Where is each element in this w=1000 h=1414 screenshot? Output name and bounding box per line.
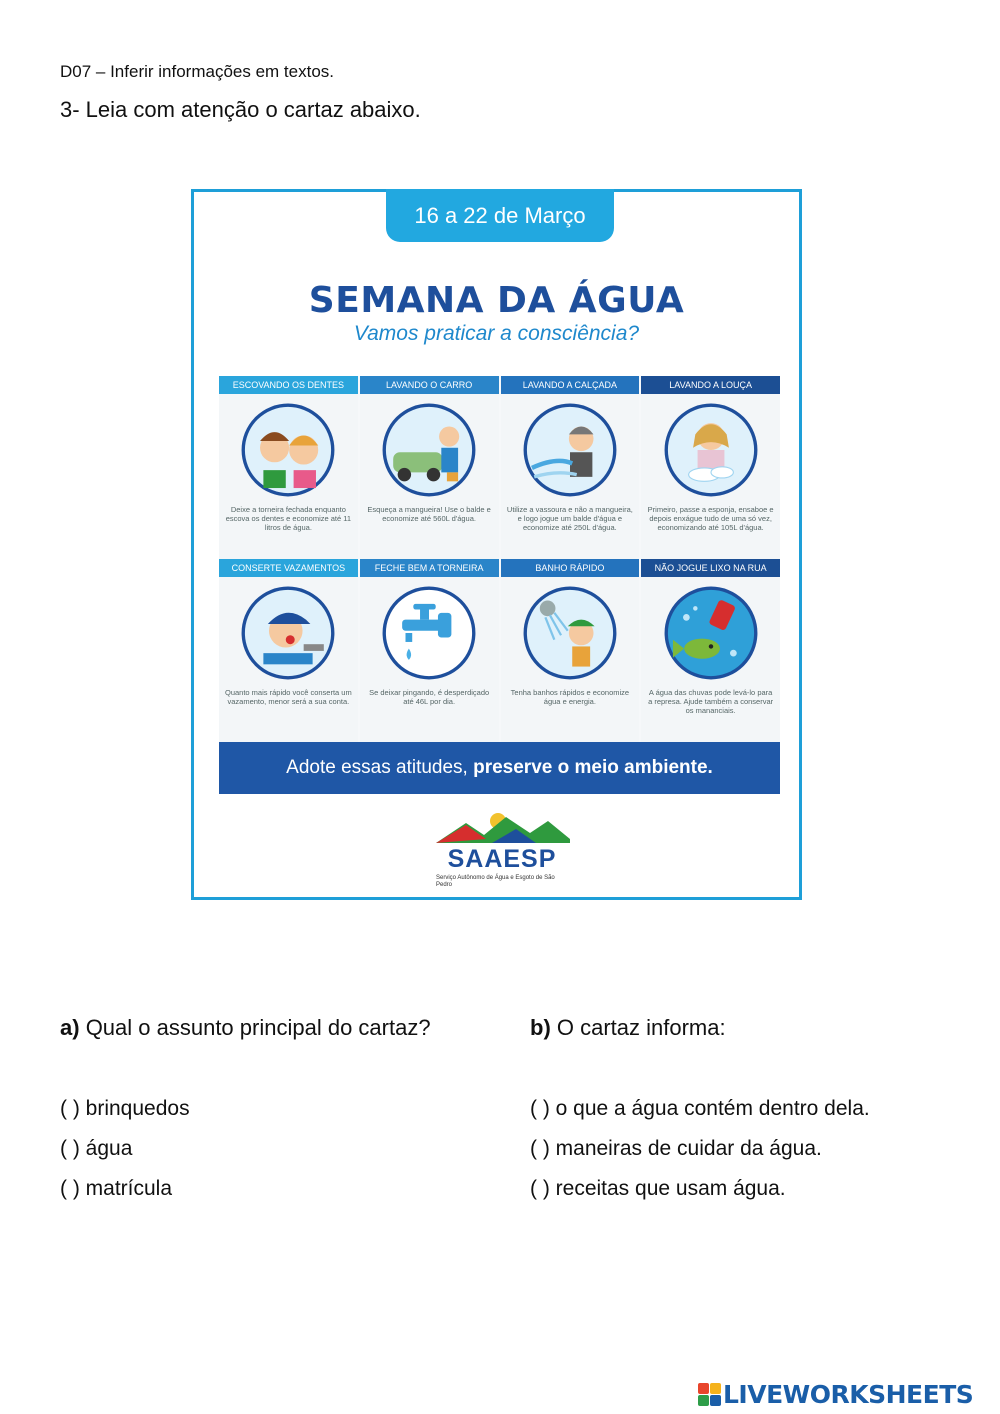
footer-band: [219, 742, 780, 794]
tip-card: [641, 376, 780, 559]
tip-heading: ESCOVANDO OS DENTES: [219, 376, 358, 394]
tip-text: Primeiro, passe a esponja, ensaboe e depois enxágue tudo de uma só vez, economizando até 105L d'água.: [647, 505, 774, 532]
tip-text: Utilize a vassoura e não a mangueira, e logo jogue um balde d'água e economize até 250L d'água.: [506, 505, 633, 532]
tip-heading: CONSERTE VAZAMENTOS: [219, 559, 358, 577]
question-a: [60, 1015, 431, 1041]
question-b-label: b): [530, 1015, 551, 1040]
logo-name: SAAESP: [447, 845, 557, 873]
instruction: 3- Leia com atenção o cartaz abaixo.: [60, 97, 421, 122]
question-b: [530, 1015, 726, 1041]
saaesp-logo: [432, 809, 572, 888]
tip-card: [219, 559, 358, 742]
question-b-text: O cartaz informa:: [556, 1015, 726, 1040]
tip-heading: LAVANDO O CARRO: [360, 376, 499, 394]
sidewalk-washing-icon: [523, 403, 617, 497]
brand-name: LIVEWORKSHEETS: [723, 1380, 974, 1409]
tip-text: Esqueça a mangueira! Use o balde e economize até 560L d'água.: [367, 505, 491, 523]
logo-subtitle: Serviço Autônomo de Água e Esgoto de São Pedro: [436, 875, 555, 888]
dripping-faucet-icon: [382, 586, 476, 680]
footer-plain-text: Adote essas atitudes,: [286, 757, 468, 778]
tip-text: Deixe a torneira fechada enquanto escova os dentes e economize até 11 litros de água.: [225, 505, 352, 532]
option-b-3[interactable]: ( ) receitas que usam água.: [530, 1177, 786, 1200]
tip-heading: BANHO RÁPIDO: [501, 559, 640, 577]
fish-trash-icon: [664, 586, 758, 680]
tips-grid: [219, 376, 780, 742]
tip-card: [360, 559, 499, 742]
tip-card: [501, 559, 640, 742]
skill-code: D07 – Inferir informações em textos.: [60, 62, 335, 81]
tip-card: [219, 376, 358, 559]
option-a-2[interactable]: ( ) água: [60, 1137, 133, 1160]
question-a-label: a): [60, 1015, 80, 1040]
tip-heading: NÃO JOGUE LIXO NA RUA: [641, 559, 780, 577]
date-banner: 16 a 22 de Março: [386, 189, 614, 242]
tip-heading: FECHE BEM A TORNEIRA: [360, 559, 499, 577]
poster-subtitle: Vamos praticar a consciência?: [353, 322, 640, 345]
liveworksheets-brand: [698, 1380, 973, 1409]
toothbrushing-kids-icon: [241, 403, 335, 497]
mountains-sun-icon: [432, 809, 572, 847]
dishwashing-icon: [664, 403, 758, 497]
liveworksheets-logo-icon: [698, 1383, 721, 1406]
car-washing-icon: [382, 403, 476, 497]
tip-card: [641, 559, 780, 742]
poster-title: SEMANA DA ÁGUA: [308, 280, 685, 321]
tip-text: Quanto mais rápido você conserta um vazamento, menor será a sua conta.: [225, 688, 352, 706]
tip-text: Tenha banhos rápidos e economize água e energia.: [510, 688, 630, 706]
plumber-icon: [241, 586, 335, 680]
tip-card: [501, 376, 640, 559]
tip-text: A água das chuvas pode levá-lo para a represa. Ajude também a conservar os mananciais.: [648, 688, 774, 715]
tip-heading: LAVANDO A CALÇADA: [501, 376, 640, 394]
footer-bold-text: preserve o meio ambiente.: [473, 757, 713, 778]
option-b-1[interactable]: ( ) o que a água contém dentro dela.: [530, 1097, 870, 1120]
tip-text: Se deixar pingando, é desperdiçado até 46L por dia.: [369, 688, 490, 706]
question-a-text: Qual o assunto principal do cartaz?: [85, 1015, 431, 1040]
tip-heading: LAVANDO A LOUÇA: [641, 376, 780, 394]
tip-card: [360, 376, 499, 559]
option-a-3[interactable]: ( ) matrícula: [60, 1177, 173, 1200]
water-week-poster: [191, 189, 802, 900]
shower-icon: [523, 586, 617, 680]
option-a-1[interactable]: ( ) brinquedos: [60, 1097, 190, 1120]
option-b-2[interactable]: ( ) maneiras de cuidar da água.: [530, 1137, 822, 1160]
